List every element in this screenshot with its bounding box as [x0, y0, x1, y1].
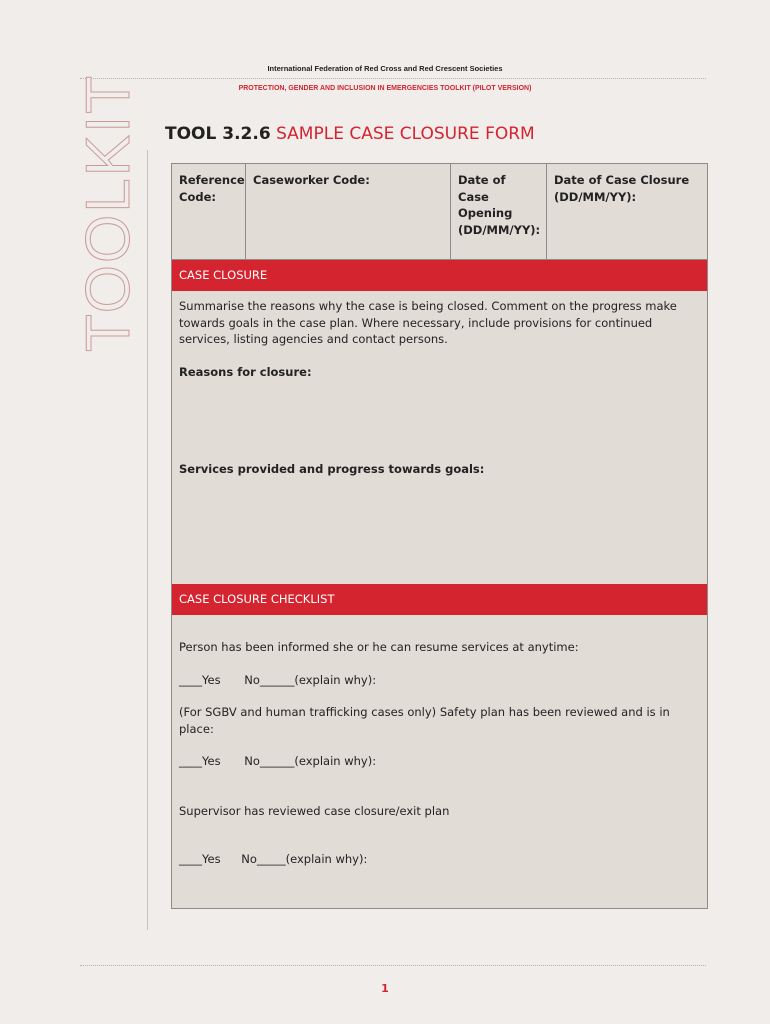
checklist-heading: CASE CLOSURE CHECKLIST — [172, 584, 707, 615]
services-label: Services provided and progress towards goals: — [179, 462, 485, 476]
case-closure-form — [171, 163, 708, 909]
checklist-section — [172, 615, 707, 908]
case-opening-date-field[interactable]: Date of Case Opening (DD/MM/YY): — [451, 164, 547, 259]
toolkit-side-label: TOOLKIT — [74, 73, 143, 352]
yes-option[interactable]: ____Yes — [179, 754, 221, 768]
checklist-question-1: Person has been informed she or he can resume services at anytime: — [179, 640, 579, 654]
case-closure-date-field[interactable]: Date of Case Closure (DD/MM/YY): — [554, 173, 690, 204]
margin-rule — [147, 150, 148, 930]
checklist-question-2-cont: place: — [179, 721, 214, 736]
checklist-question-2: (For SGBV and human trafficking cases only) Safety plan has been reviewed and is in — [179, 705, 670, 719]
case-closure-section[interactable] — [172, 291, 707, 584]
checklist-answer-2[interactable] — [179, 753, 700, 770]
footer-divider — [80, 965, 706, 966]
info-row — [172, 164, 707, 260]
case-closure-heading: CASE CLOSURE — [172, 260, 707, 291]
tool-name: SAMPLE CASE CLOSURE FORM — [276, 124, 535, 144]
intro-line: Summarise the reasons why the case is being closed. Comment on the progress make — [179, 299, 677, 313]
reasons-label: Reasons for closure: — [179, 364, 312, 379]
checklist-answer-1[interactable] — [179, 672, 700, 689]
checklist-question-3: Supervisor has reviewed case closure/exit plan — [179, 803, 450, 818]
yes-option[interactable]: ____Yes — [179, 852, 221, 866]
no-option[interactable]: No______(explain why): — [244, 754, 377, 768]
page-number: 1 — [381, 982, 389, 995]
header-divider — [80, 78, 706, 79]
caseworker-code-field[interactable]: Caseworker Code: — [246, 164, 451, 259]
intro-line: services, listing agencies and contact persons. — [179, 332, 448, 346]
no-option[interactable]: No______(explain why): — [244, 672, 377, 687]
reference-code-field[interactable]: Reference Code: — [172, 164, 246, 259]
no-option[interactable]: No_____(explain why): — [241, 852, 368, 866]
org-header: International Federation of Red Cross and Red Crescent Societies — [267, 64, 503, 73]
intro-line: towards goals in the case plan. Where necessary, include provisions for continued — [179, 315, 653, 330]
yes-option[interactable]: ____Yes — [179, 672, 221, 687]
page-title — [165, 124, 535, 144]
toolkit-subtitle: PROTECTION, GENDER AND INCLUSION IN EMERGENCIES TOOLKIT (PILOT VERSION) — [238, 85, 532, 92]
checklist-answer-3[interactable] — [179, 851, 700, 868]
tool-number: TOOL 3.2.6 — [165, 124, 271, 144]
